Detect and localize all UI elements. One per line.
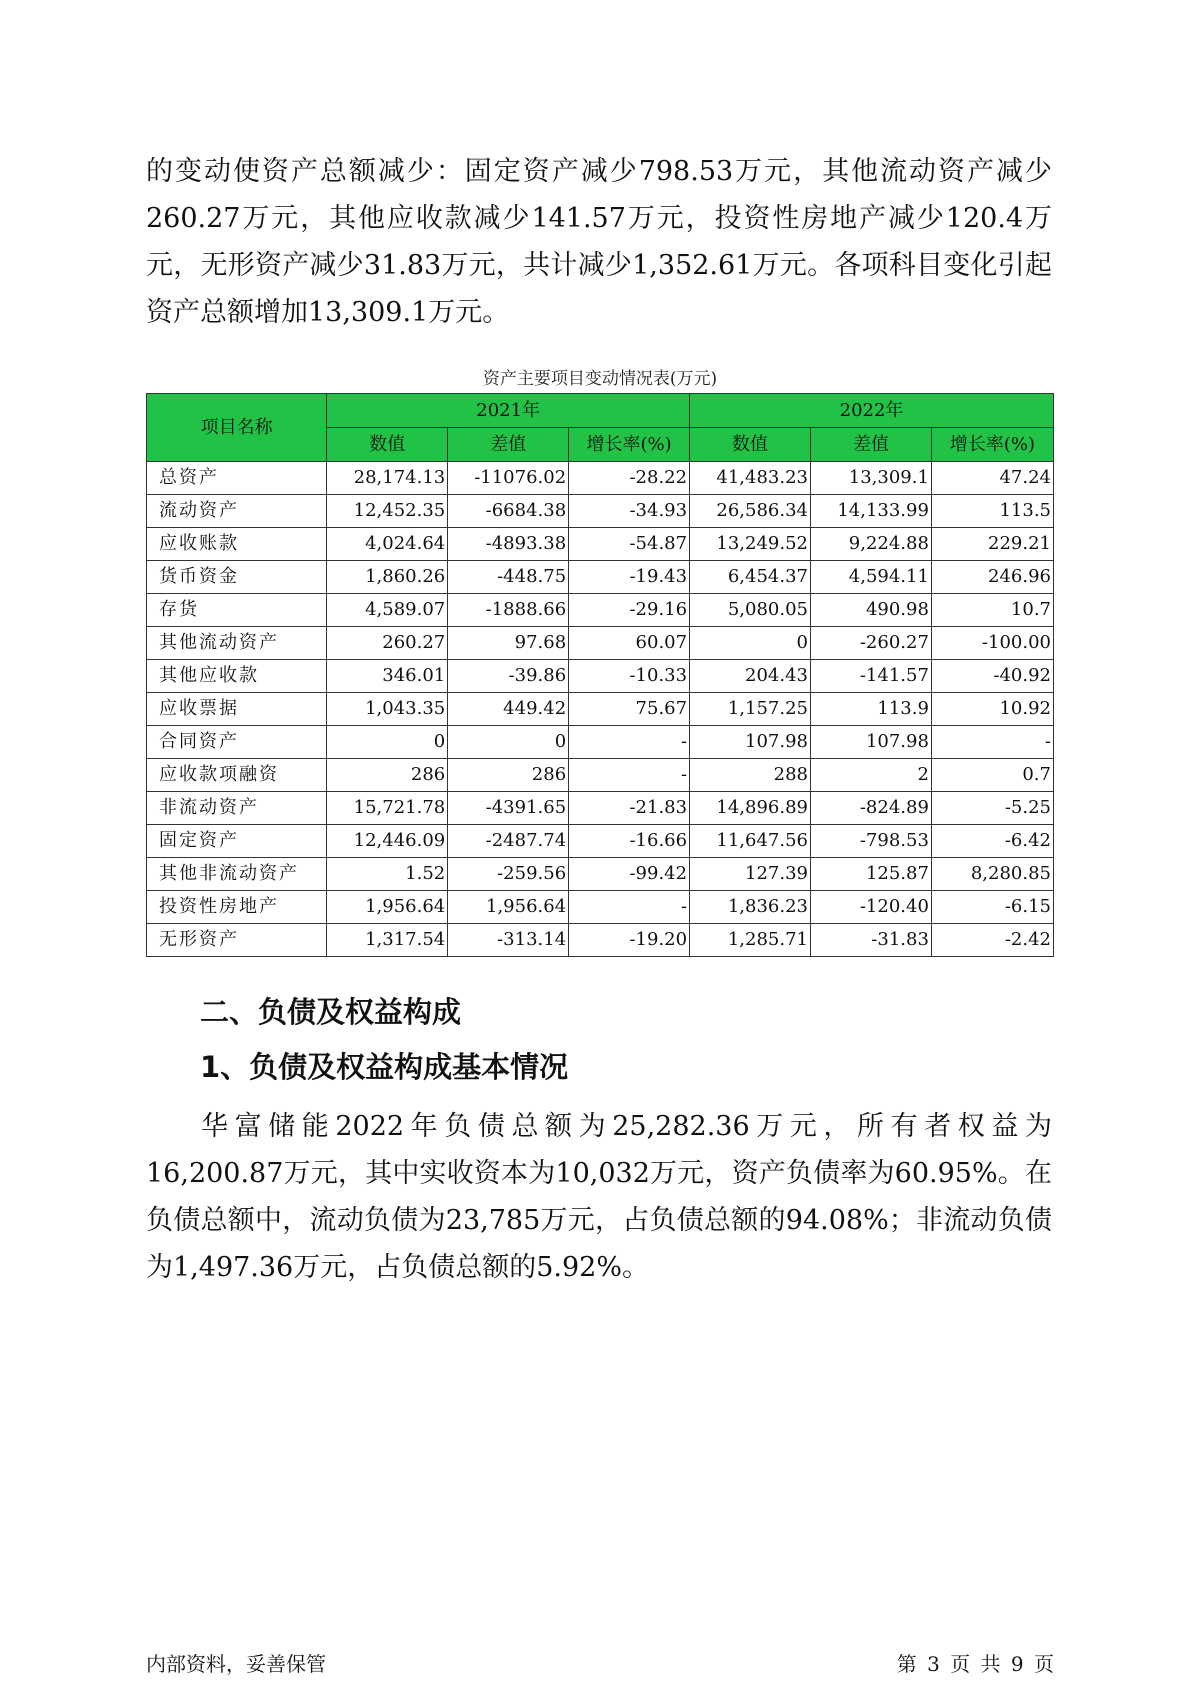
table-row: [147, 660, 1054, 693]
cell-value-2021: 12,452.35: [327, 495, 448, 528]
cell-value-2022: 1,836.23: [690, 891, 811, 924]
header-diff-2022: 差值: [811, 428, 932, 462]
cell-growth-2022: 10.92: [931, 693, 1053, 726]
cell-name: 其他流动资产: [147, 627, 327, 660]
asset-change-table: [146, 393, 1054, 957]
cell-diff-2021: 449.42: [448, 693, 569, 726]
cell-diff-2022: 113.9: [811, 693, 932, 726]
cell-name: 无形资产: [147, 924, 327, 957]
cell-growth-2022: 246.96: [931, 561, 1053, 594]
cell-value-2021: 286: [327, 759, 448, 792]
footer-confidential-note: 内部资料，妥善保管: [146, 1652, 326, 1676]
table-row: [147, 594, 1054, 627]
cell-growth-2022: -5.25: [931, 792, 1053, 825]
cell-name: 其他非流动资产: [147, 858, 327, 891]
table-row: [147, 693, 1054, 726]
cell-diff-2022: 2: [811, 759, 932, 792]
header-item-name: 项目名称: [147, 394, 327, 462]
table-row: [147, 924, 1054, 957]
cell-value-2022: 14,896.89: [690, 792, 811, 825]
cell-value-2021: 1,317.54: [327, 924, 448, 957]
cell-value-2021: 1.52: [327, 858, 448, 891]
cell-diff-2022: 13,309.1: [811, 462, 932, 495]
cell-value-2021: 1,043.35: [327, 693, 448, 726]
cell-value-2021: 28,174.13: [327, 462, 448, 495]
cell-diff-2021: -6684.38: [448, 495, 569, 528]
cell-value-2021: 12,446.09: [327, 825, 448, 858]
cell-diff-2022: 4,594.11: [811, 561, 932, 594]
cell-diff-2021: -39.86: [448, 660, 569, 693]
subsection-heading: 1、负债及权益构成基本情况: [200, 1050, 569, 1084]
cell-name: 应收款项融资: [147, 759, 327, 792]
cell-diff-2021: -11076.02: [448, 462, 569, 495]
cell-growth-2021: 60.07: [569, 627, 690, 660]
table-body: [147, 462, 1054, 957]
cell-value-2022: 288: [690, 759, 811, 792]
cell-value-2022: 1,157.25: [690, 693, 811, 726]
cell-diff-2021: -1888.66: [448, 594, 569, 627]
cell-value-2022: 13,249.52: [690, 528, 811, 561]
cell-value-2021: 4,024.64: [327, 528, 448, 561]
header-value-2021: 数值: [327, 428, 448, 462]
cell-name: 投资性房地产: [147, 891, 327, 924]
cell-value-2021: 1,956.64: [327, 891, 448, 924]
cell-diff-2022: 490.98: [811, 594, 932, 627]
cell-growth-2022: 10.7: [931, 594, 1053, 627]
cell-growth-2022: -6.42: [931, 825, 1053, 858]
cell-value-2021: 0: [327, 726, 448, 759]
cell-diff-2021: 97.68: [448, 627, 569, 660]
cell-value-2022: 1,285.71: [690, 924, 811, 957]
cell-name: 非流动资产: [147, 792, 327, 825]
cell-value-2021: 4,589.07: [327, 594, 448, 627]
cell-diff-2021: -2487.74: [448, 825, 569, 858]
header-growth-2022: 增长率(%): [931, 428, 1053, 462]
cell-growth-2021: -19.20: [569, 924, 690, 957]
cell-diff-2022: -824.89: [811, 792, 932, 825]
cell-diff-2021: 286: [448, 759, 569, 792]
table-row: [147, 759, 1054, 792]
cell-growth-2022: -40.92: [931, 660, 1053, 693]
cell-value-2022: 127.39: [690, 858, 811, 891]
header-diff-2021: 差值: [448, 428, 569, 462]
cell-diff-2022: -31.83: [811, 924, 932, 957]
cell-value-2021: 15,721.78: [327, 792, 448, 825]
cell-value-2021: 346.01: [327, 660, 448, 693]
body-paragraph-assets: 的变动使资产总额减少：固定资产减少798.53万元，其他流动资产减少260.27万元，其他应收款减少141.57万元，投资性房地产减少120.4万元，无形资产减少31.83万元，共计减少1,352.61万元。各项科目变化引起资产总额增加13,309.1万元。: [146, 156, 1052, 328]
cell-growth-2022: -2.42: [931, 924, 1053, 957]
cell-growth-2022: 0.7: [931, 759, 1053, 792]
table-row: [147, 792, 1054, 825]
header-year-2022: 2022年: [690, 394, 1054, 428]
table-row: [147, 528, 1054, 561]
table-row: [147, 462, 1054, 495]
cell-diff-2022: 107.98: [811, 726, 932, 759]
cell-diff-2021: -313.14: [448, 924, 569, 957]
cell-value-2022: 204.43: [690, 660, 811, 693]
cell-diff-2022: -120.40: [811, 891, 932, 924]
cell-name: 总资产: [147, 462, 327, 495]
cell-growth-2022: -100.00: [931, 627, 1053, 660]
cell-name: 其他应收款: [147, 660, 327, 693]
cell-diff-2022: 125.87: [811, 858, 932, 891]
cell-value-2022: 26,586.34: [690, 495, 811, 528]
cell-value-2022: 107.98: [690, 726, 811, 759]
cell-diff-2021: -4893.38: [448, 528, 569, 561]
cell-name: 固定资产: [147, 825, 327, 858]
cell-growth-2021: -19.43: [569, 561, 690, 594]
header-growth-2021: 增长率(%): [569, 428, 690, 462]
table-row: [147, 858, 1054, 891]
cell-diff-2022: 9,224.88: [811, 528, 932, 561]
cell-growth-2021: -10.33: [569, 660, 690, 693]
cell-diff-2021: 0: [448, 726, 569, 759]
cell-growth-2021: -: [569, 891, 690, 924]
body-paragraph-liabilities: 华富储能2022年负债总额为25,282.36万元，所有者权益为16,200.87万元，其中实收资本为10,032万元，资产负债率为60.95%。在负债总额中，流动负债为23,785万元，占负债总额的94.08%；非流动负债为1,497.36万元，占负债总额的5.92%。: [146, 1111, 1052, 1283]
cell-diff-2021: -259.56: [448, 858, 569, 891]
cell-value-2022: 41,483.23: [690, 462, 811, 495]
cell-name: 货币资金: [147, 561, 327, 594]
cell-growth-2021: -: [569, 726, 690, 759]
cell-value-2022: 5,080.05: [690, 594, 811, 627]
table-row: [147, 726, 1054, 759]
cell-name: 应收账款: [147, 528, 327, 561]
cell-growth-2022: 47.24: [931, 462, 1053, 495]
table-row: [147, 495, 1054, 528]
cell-growth-2021: 75.67: [569, 693, 690, 726]
cell-diff-2022: -260.27: [811, 627, 932, 660]
cell-name: 应收票据: [147, 693, 327, 726]
cell-growth-2021: -28.22: [569, 462, 690, 495]
cell-diff-2021: -4391.65: [448, 792, 569, 825]
table-row: [147, 627, 1054, 660]
cell-diff-2021: 1,956.64: [448, 891, 569, 924]
cell-value-2022: 11,647.56: [690, 825, 811, 858]
cell-growth-2022: -6.15: [931, 891, 1053, 924]
cell-value-2021: 1,860.26: [327, 561, 448, 594]
cell-growth-2021: -16.66: [569, 825, 690, 858]
cell-growth-2021: -54.87: [569, 528, 690, 561]
footer-page-number: 第 3 页 共 9 页: [896, 1652, 1054, 1676]
cell-growth-2021: -: [569, 759, 690, 792]
table-caption: 资产主要项目变动情况表(万元): [482, 369, 718, 389]
cell-name: 存货: [147, 594, 327, 627]
cell-value-2021: 260.27: [327, 627, 448, 660]
cell-growth-2021: -21.83: [569, 792, 690, 825]
table-row: [147, 561, 1054, 594]
header-value-2022: 数值: [690, 428, 811, 462]
cell-growth-2021: -29.16: [569, 594, 690, 627]
cell-value-2022: 0: [690, 627, 811, 660]
cell-growth-2022: 113.5: [931, 495, 1053, 528]
cell-diff-2022: -141.57: [811, 660, 932, 693]
cell-growth-2021: -99.42: [569, 858, 690, 891]
table-row: [147, 891, 1054, 924]
cell-growth-2022: -: [931, 726, 1053, 759]
cell-growth-2022: 8,280.85: [931, 858, 1053, 891]
cell-growth-2022: 229.21: [931, 528, 1053, 561]
cell-name: 流动资产: [147, 495, 327, 528]
cell-value-2022: 6,454.37: [690, 561, 811, 594]
cell-diff-2022: 14,133.99: [811, 495, 932, 528]
section-heading: 二、负债及权益构成: [200, 995, 462, 1029]
cell-diff-2022: -798.53: [811, 825, 932, 858]
cell-growth-2021: -34.93: [569, 495, 690, 528]
cell-name: 合同资产: [147, 726, 327, 759]
cell-diff-2021: -448.75: [448, 561, 569, 594]
table-row: [147, 825, 1054, 858]
header-year-2021: 2021年: [327, 394, 690, 428]
